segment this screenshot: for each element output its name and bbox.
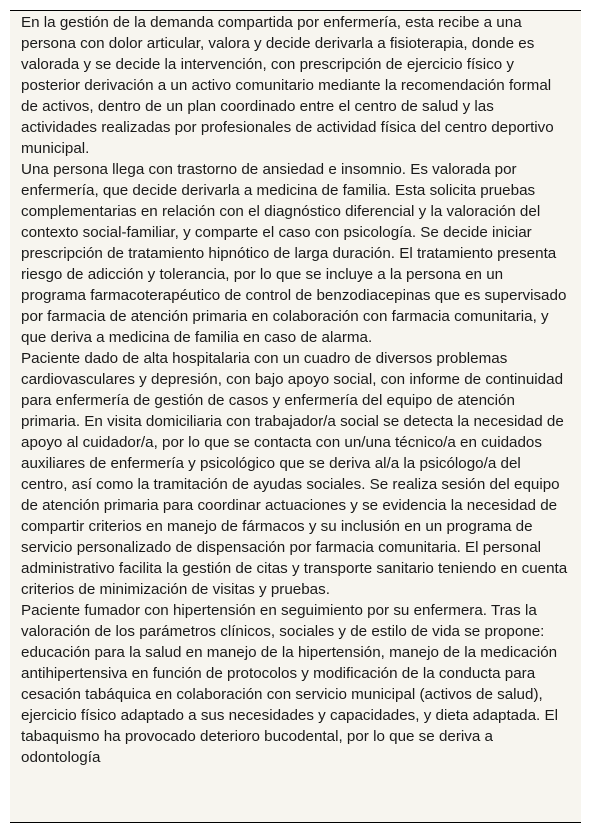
case-paragraph: Una persona llega con trastorno de ansiedad e insomnio. Es valorada por enfermería, que decide derivarla a medicina de familia. Esta solicita pruebas complementarias en relación con el diagnóstico diferencial y la valoración del contexto social-familiar, y comparte el caso con psicología. Se decide iniciar prescripción de tratamiento hipnótico de larga duración. El tratamiento presenta riesgo de adicción y tolerancia, por lo que se incluye a la persona en un programa farmacoterapéutico de control de benzodiacepinas que es supervisado por farmacia de atención primaria en colaboración con farmacia comunitaria, y que deriva a medicina de familia en caso de alarma. [21,161,567,346]
case-paragraph: Paciente fumador con hipertensión en seguimiento por su enfermera. Tras la valoración de los parámetros clínicos, sociales y de estilo de vida se propone: educación para la salud en manejo de la hipertensión, manejo de la medicación antihipertensiva en función de protocolos y modificación de la conducta para cesación tabáquica en colaboración con servicio municipal (activos de salud), ejercicio físico adaptado a sus necesidades y capacidades, y dieta adaptada. El tabaquismo ha provocado deterioro bucodental, por lo que se deriva a odontología [21,602,558,766]
case-paragraph: En la gestión de la demanda compartida por enfermería, esta recibe a una persona con dolor articular, valora y decide derivarla a fisioterapia, donde es valorada y se decide la intervención, con prescripción de ejercicio físico y posterior derivación a un activo comunitario mediante la recomendación formal de activos, dentro de un plan coordinado entre el centro de salud y las actividades realizadas por profesionales de actividad física del centro deportivo municipal. [21,14,554,157]
case-table [10,10,581,823]
case-paragraph: Paciente dado de alta hospitalaria con un cuadro de diversos problemas cardiovasculares y depresión, con bajo apoyo social, con informe de continuidad para enfermería de gestión de casos y enfermería del equipo de atención primaria. En visita domiciliaria con trabajador/a social se detecta la necesidad de apoyo al cuidador/a, por lo que se contacta con un/una técnico/a en cuidados auxiliares de enfermería y psicológico que se deriva al/a la psicólogo/a del centro, así como la tramitación de ayudas sociales. Se realiza sesión del equipo de atención primaria para coordinar actuaciones y se evidencia la necesidad de compartir criterios en manejo de fármacos y su inclusión en un programa de servicio personalizado de dispensación por farmacia comunitaria. El personal administrativo facilita la gestión de citas y transporte sanitario teniendo en cuenta criterios de minimización de visitas y pruebas. [21,350,568,598]
case-list [10,11,581,768]
